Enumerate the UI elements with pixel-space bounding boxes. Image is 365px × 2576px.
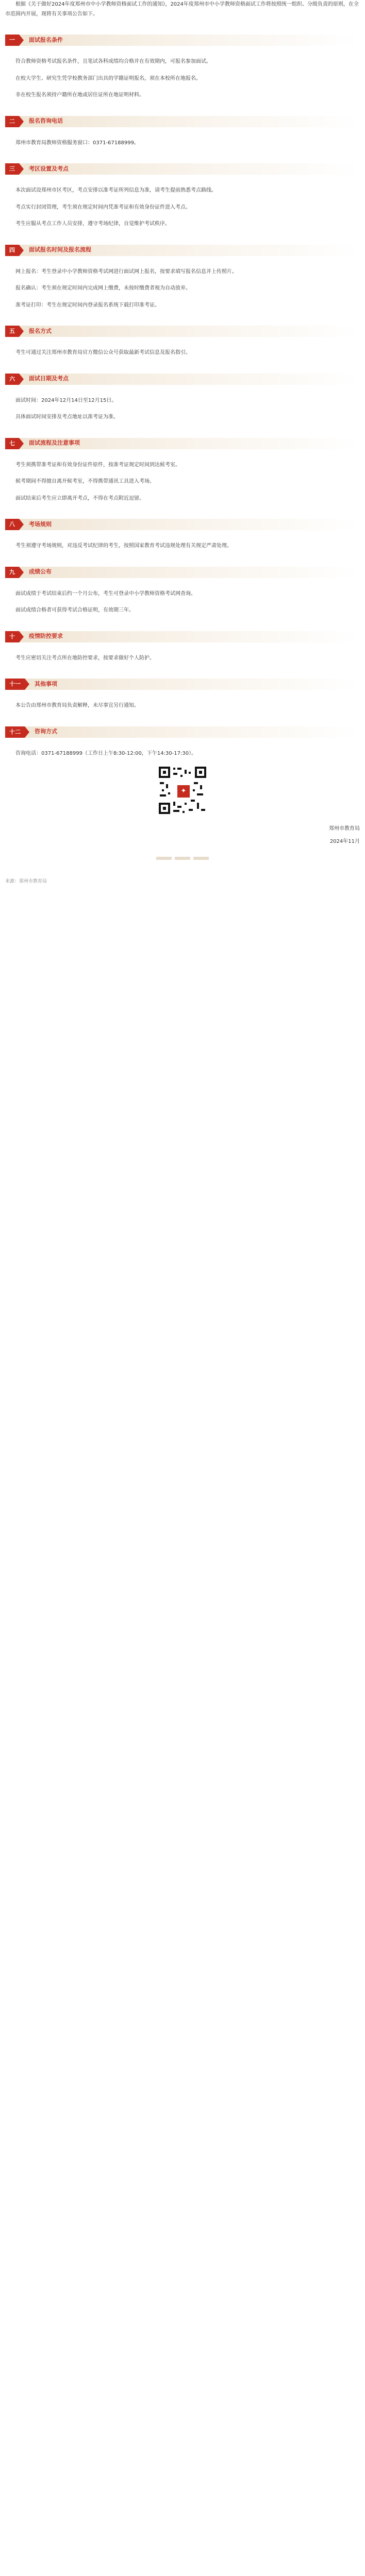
section-marker-icon (25, 679, 29, 690)
section-paragraph: 考生应服从考点工作人员安排，遵守考场纪律，自觉维护考试秩序。 (15, 221, 170, 227)
section-title: 其他事项 (35, 680, 57, 687)
section-paragraph: 面试时间：2024年12月14日至12月15日。 (15, 397, 117, 403)
qr-block (5, 766, 360, 815)
section-paragraph: 报名确认：考生须在规定时间内完成网上缴费，未按时缴费者视为自动放弃。 (15, 285, 191, 291)
section-marker-icon (19, 163, 24, 175)
section-header (5, 35, 360, 46)
section-paragraph: 候考期间不得擅自离开候考室，不得携带通讯工具进入考场。 (15, 479, 155, 484)
section-header (5, 519, 360, 530)
section-paragraph: 符合教师资格考试报名条件，且笔试各科成绩均合格并在有效期内，可报名参加面试。 (15, 59, 211, 64)
section-marker-icon (19, 116, 24, 127)
section-paragraph: 考生须遵守考场规则，对违反考试纪律的考生，按照国家教育考试违规处理有关规定严肃处理。 (15, 543, 232, 549)
section-paragraph: 考点实行封闭管理，考生须在规定时间内凭准考证和有效身份证件进入考点。 (15, 204, 191, 210)
section-title: 面试流程及注意事项 (29, 439, 80, 447)
section-header (5, 567, 360, 578)
section-paragraph: 本次面试设郑州市区考区，考点安排以准考证所列信息为准，请考生提前熟悉考点路线。 (15, 188, 217, 193)
signature-date: 2024年11月 (329, 838, 360, 844)
section-header (5, 245, 360, 256)
qr-finder (195, 767, 206, 778)
section-title: 面试报名时间及报名流程 (29, 246, 91, 253)
section-title: 疫情防控要求 (29, 633, 63, 640)
section-paragraph: 面试成绩合格者可获得考试合格证明，有效期三年。 (15, 607, 134, 613)
section-title: 成绩公布 (29, 568, 52, 575)
section-paragraph: 具体面试时间安排及考点地址以准考证为准。 (15, 414, 119, 420)
section-marker-icon (19, 374, 24, 385)
qr-code-icon (158, 766, 207, 815)
section-title: 考区设置及考点 (29, 165, 69, 172)
section-marker-icon (19, 35, 24, 46)
section-marker-icon (19, 438, 24, 449)
section-marker-icon (19, 519, 24, 530)
section-paragraph: 本公告由郑州市教育局负责解释，未尽事宜另行通知。 (15, 703, 139, 708)
section-paragraph: 在校大学生、研究生凭学校教务部门出具的学籍证明报名，须在本校所在地报名。 (15, 75, 201, 81)
signature-org: 郑州市教育局 (329, 826, 360, 832)
section-number: 十 (5, 631, 19, 642)
section-paragraph: 郑州市教育局教师资格服务窗口：0371-67188999。 (15, 140, 139, 146)
section-marker-icon (25, 726, 29, 738)
section-title: 面试报名条件 (29, 36, 63, 43)
intro-paragraph: 根据《关于做好2024年度郑州市中小学教师资格面试工作的通知》，2024年度郑州市中小学教师资格面试工作将按照统一组织、分级负责的原则，在全市范围内开展，现将有关事项公告如下。 (5, 2, 359, 17)
section-title: 报名方式 (29, 327, 52, 334)
section-number: 十一 (5, 679, 25, 690)
section-number: 五 (5, 326, 19, 337)
section-number: 六 (5, 374, 19, 385)
section-number: 一 (5, 35, 19, 46)
section-paragraph: 网上报名：考生登录中小学教师资格考试网进行面试网上报名，按要求填写报名信息并上传照片。 (15, 268, 237, 275)
section-header (5, 163, 360, 175)
section-paragraph: 面试成绩于考试结束后约一个月公布，考生可登录中小学教师资格考试网查询。 (15, 590, 196, 597)
section-number: 四 (5, 245, 19, 256)
section-paragraph: 考生须携带准考证和有效身份证件原件，按准考证规定时间到达候考室。 (15, 462, 180, 468)
section-title: 考场规则 (29, 520, 52, 528)
section-paragraph: 考生可通过关注郑州市教育局官方微信公众号获取最新考试信息及报名指引。 (15, 350, 191, 355)
section-header (5, 438, 360, 449)
section-marker-icon (19, 326, 24, 337)
section-title: 面试日期及考点 (29, 375, 69, 382)
section-number: 九 (5, 567, 19, 578)
section-marker-icon (19, 631, 24, 642)
footer-source: 来源：郑州市教育局 (5, 879, 47, 884)
article (0, 0, 365, 886)
section-title: 咨询方式 (35, 728, 57, 735)
section-number: 十二 (5, 726, 25, 738)
section-paragraph: 考生应密切关注考点所在地防控要求，按要求做好个人防护。 (15, 655, 155, 661)
footer-ornament (5, 857, 360, 860)
section-header (5, 631, 360, 642)
section-paragraph: 面试结束后考生应立即离开考点，不得在考点附近逗留。 (15, 495, 144, 501)
section-title: 报名咨询电话 (29, 117, 63, 125)
qr-finder (159, 803, 170, 814)
section-paragraph: 非在校生报名须持户籍所在地或居住证所在地证明材料。 (15, 92, 144, 98)
sections (5, 35, 360, 758)
section-header (5, 116, 360, 127)
section-number: 七 (5, 438, 19, 449)
section-number: 二 (5, 116, 19, 127)
qr-logo: ✦ (176, 784, 191, 799)
intro (5, 0, 360, 19)
section-paragraph: 准考证打印：考生在规定时间内登录报名系统下载打印准考证。 (15, 302, 160, 308)
section-marker-icon (19, 245, 24, 256)
section-number: 三 (5, 163, 19, 175)
section-header (5, 726, 360, 738)
section-header (5, 326, 360, 337)
section-header (5, 374, 360, 385)
qr-finder (159, 767, 170, 778)
section-header (5, 679, 360, 690)
section-marker-icon (19, 567, 24, 578)
section-paragraph: 咨询电话：0371-67188999（工作日上午8:30-12:00，下午14:30-17:30）。 (15, 750, 197, 756)
section-number: 八 (5, 519, 19, 530)
